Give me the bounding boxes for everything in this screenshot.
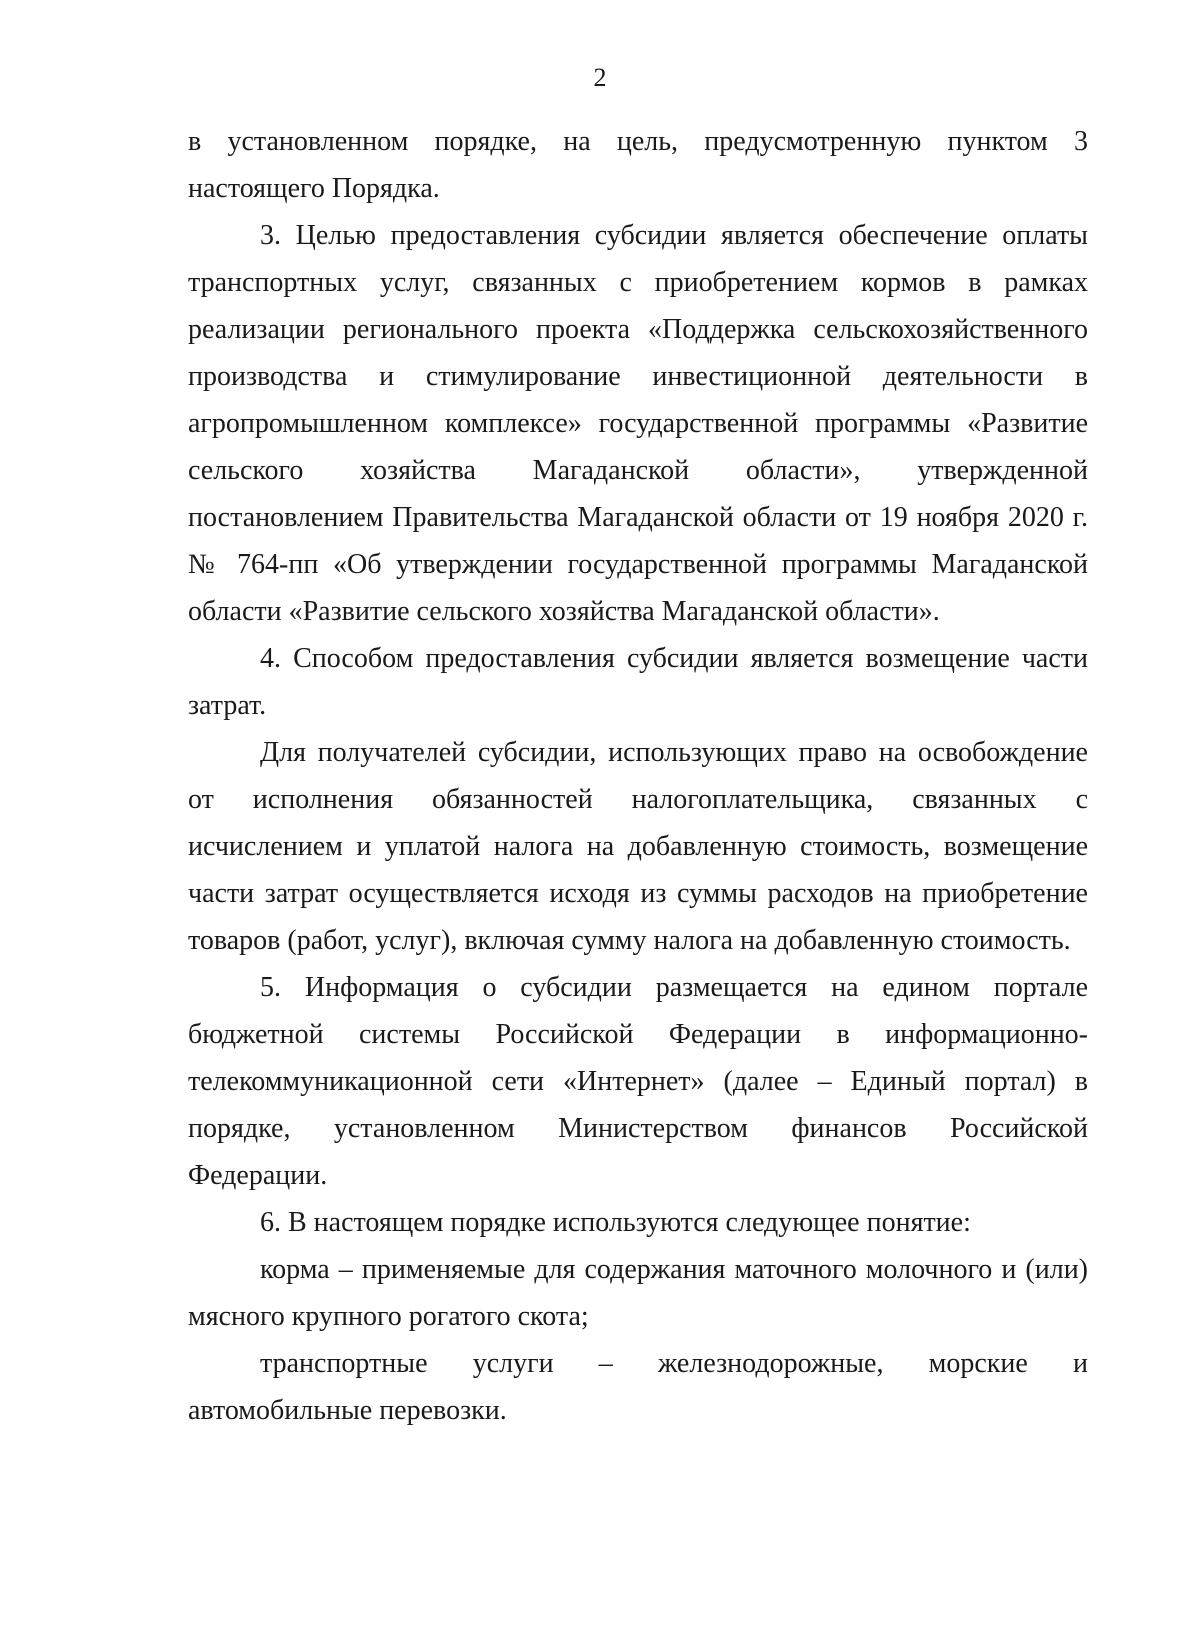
paragraph-item-4: 4. Способом предоставления субсидии является возмещение части затрат. [188, 643, 1088, 721]
definition-transport-services: транспортные услуги – железнодорожные, морские и автомобильные перевозки. [188, 1348, 1088, 1426]
paragraph-item-5: 5. Информация о субсидии размещается на едином портале бюджетной системы Российской Федерации в информационно-телекоммуникационной сети «Интернет» (далее – Единый портал) в порядке, установленном Министерством финансов Российской Федерации. [188, 972, 1088, 1191]
paragraph-item-4-vat: Для получателей субсидии, использующих право на освобождение от исполнения обязанностей налогоплательщика, связанных с исчислением и уплатой налога на добавленную стоимость, возмещение части затрат осуществляется исходя из суммы расходов на приобретение товаров (работ, услуг), включая сумму налога на добавленную стоимость. [188, 737, 1088, 956]
paragraph-continuation: в установленном порядке, на цель, предусмотренную пунктом 3 настоящего Порядка. [188, 126, 1088, 204]
document-body [188, 118, 1088, 1434]
definition-feed: корма – применяемые для содержания маточного молочного и (или) мясного крупного рогатого скота; [188, 1254, 1088, 1332]
paragraph-item-3: 3. Целью предоставления субсидии является обеспечение оплаты транспортных услуг, связанных с приобретением кормов в рамках реализации регионального проекта «Поддержка сельскохозяйственного производства и стимулирование инвестиционной деятельности в агропромышленном комплексе» государственной программы «Развитие сельского хозяйства Магаданской области», утвержденной постановлением Правительства Магаданской области от 19 ноября 2020 г. № 764-пп «Об утверждении государственной программы Магаданской области «Развитие сельского хозяйства Магаданской области». [188, 220, 1088, 627]
page-number: 2 [593, 63, 607, 92]
paragraph-item-6: 6. В настоящем порядке используются следующее понятие: [260, 1207, 971, 1238]
